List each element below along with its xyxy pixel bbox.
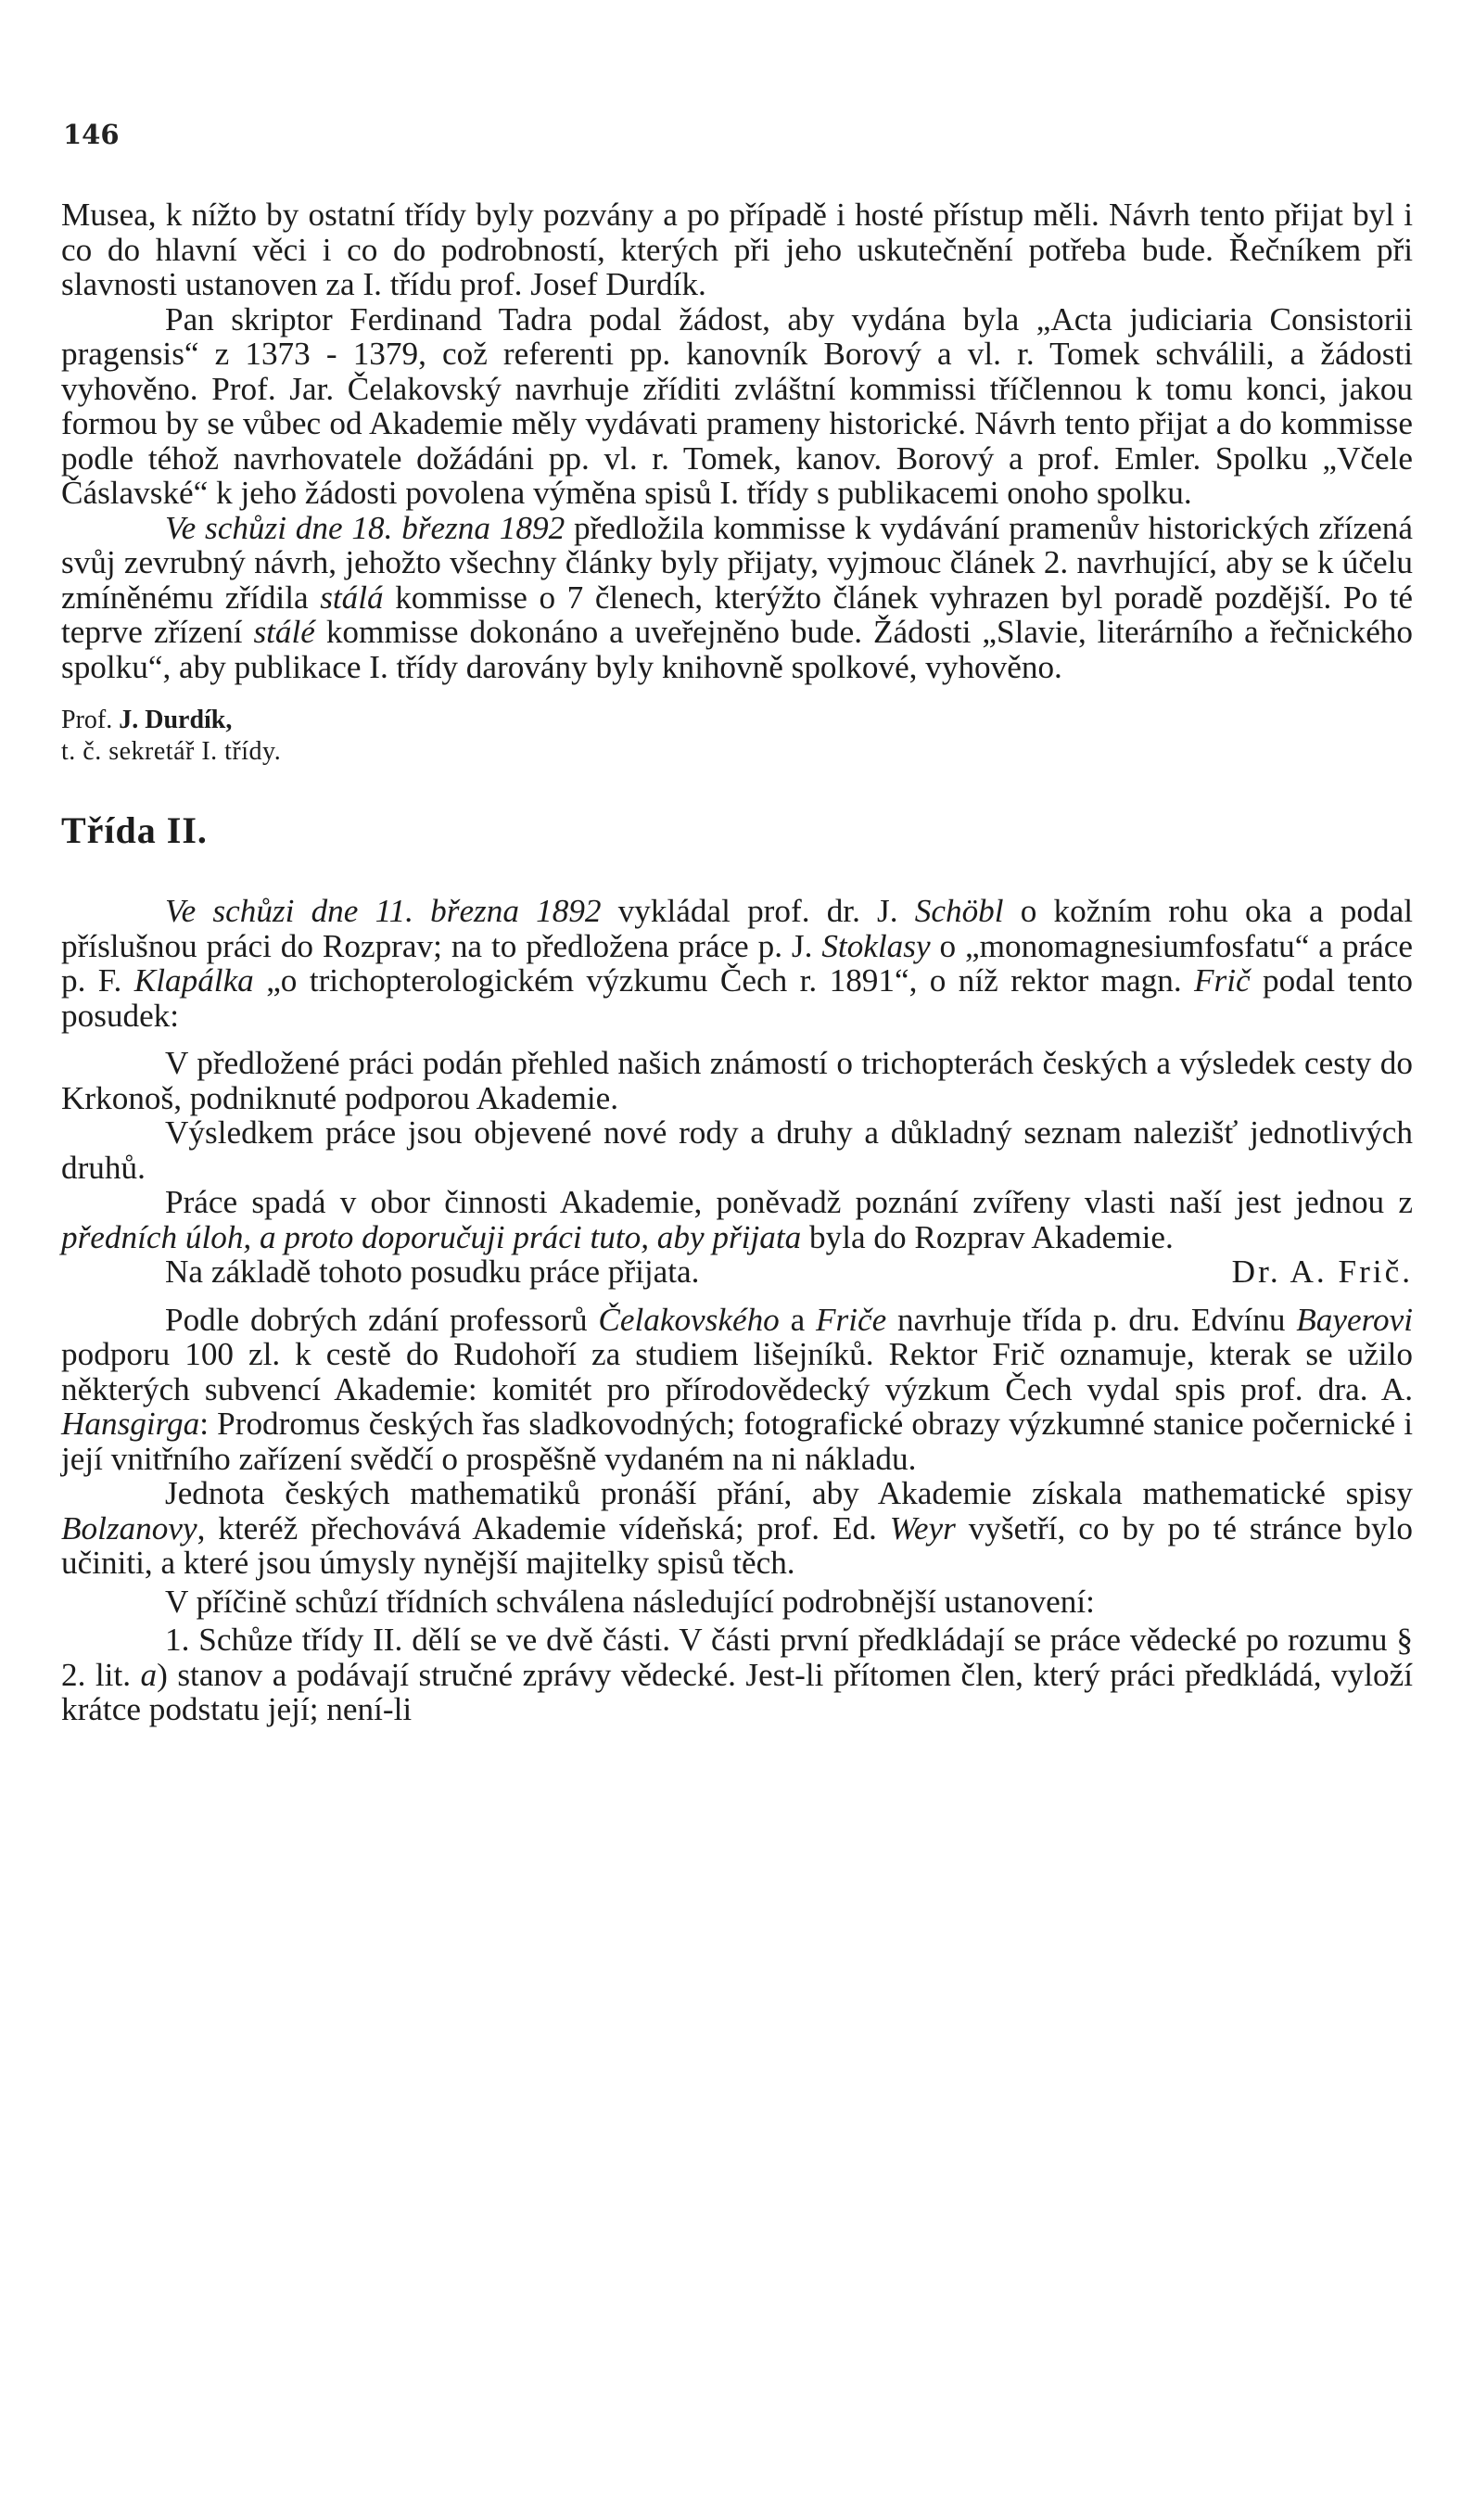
page-number: 146 (63, 119, 120, 150)
paragraph-text: vykládal prof. dr. J. (601, 893, 915, 929)
paragraph-text: 1. Schůze třídy II. dělí se ve dvě části. V části první předkládají se práce vědecké po rozumu § 2. lit. (61, 1622, 1413, 1693)
body-text (61, 197, 1413, 1727)
author-name: Friče (816, 1301, 887, 1338)
emphasis-word: stálá (320, 579, 384, 616)
paragraph-text: „o trichopterologickém výzkumu Čech r. 1891“, o níž rektor magn. (253, 962, 1195, 999)
author-name: Bolzanovy (61, 1509, 197, 1546)
review-quote (61, 1046, 1413, 1290)
paragraph-meeting-18-march (61, 511, 1413, 685)
review-emphasis: předních úloh, a proto doporučuji práci tuto, aby přijata (61, 1218, 802, 1255)
signature-title: t. č. sekretář I. třídy. (61, 737, 282, 766)
paragraph-text: o „monomagnesiumfosfatu“ a práce p. F. (61, 927, 1413, 999)
paragraph-provisions-intro: V příčině schůzí třídních schválena následující podrobnější ustanovení: (165, 1583, 1095, 1620)
paragraph-tadra: Pan skriptor Ferdinand Tadra podal žádost, aby vydána byla „Acta judiciaria Consistorii pragensis“ z 1373 - 1379, což referenti pp. kanovník Borový a vl. r. Tomek schválili, a žádosti vyhověno. Prof. Jar. Čelakovský navrhuje zříditi zvláštní kommissi tříčlennou k tomu konci, jakou formou by se vůbec od Akademie měly vydávati prameny historické. Návrh tento přijat a do kommisse podle téhož navrhovatele dožádáni pp. vl. r. Tomek, kanov. Borový a prof. Emler. Spolku „Včele Čáslavské“ k jeho žádosti povolena výměna spisů I. třídy s publikacemi onoho spolku. (61, 300, 1413, 511)
paragraph-provision-1 (61, 1623, 1413, 1727)
meeting-date-lead: Ve schůzi dne 18. března 1892 (165, 509, 565, 546)
paragraph-text: podporu 100 zl. k cestě do Rudohoří za studiem lišejníků. Rektor Frič oznamuje, kterak se užilo některých subvencí Akademie: komitét pro přírodovědecký výzkum Čech vydal spis prof. dra. A. (61, 1336, 1413, 1407)
review-paragraph: Výsledkem práce jsou objevené nové rody a druhy a důkladný seznam nalezišť jednotlivých druhů. (61, 1114, 1413, 1186)
author-name: Stoklasy (821, 927, 931, 964)
author-name: Hansgirga (61, 1406, 200, 1442)
paragraph-text: Jednota českých mathematiků pronáší přání, aby Akademie získala mathematické spisy (165, 1475, 1413, 1511)
emphasis-word: stálé (253, 614, 315, 650)
section-heading: Třída II. (61, 809, 208, 851)
paragraph-text: a (779, 1301, 816, 1338)
review-text: Práce spadá v obor činnosti Akademie, poněvadž poznání zvířeny vlasti naší jest jednou z (165, 1184, 1413, 1220)
paragraph-mathematicians (61, 1476, 1413, 1581)
emphasis-letter: a (140, 1656, 158, 1693)
paragraph-text: předložila kommisse k vydávání pramenův historických zřízená svůj zevrubný návrh, jehožto všechny články byly přijaty, vyjmouc článek 2. navrhující, aby se k účelu zmíněnému zřídila (61, 509, 1413, 616)
author-name: Bayerovi (1296, 1301, 1413, 1338)
paragraph-text: Podle dobrých zdání professorů (165, 1301, 599, 1338)
paragraph-text: : Prodromus českých řas sladkovodných; fotografické obrazy výzkumné stanice počernické i její vnitřního zařízení svědčí o prospěšně vydaném na ni nákladu. (61, 1406, 1413, 1477)
paragraph-text: kommisse o 7 členech, kterýžto článek vyhrazen byl poradě pozdější. Po té teprve zřízení (61, 579, 1414, 650)
author-name: Frič (1194, 962, 1251, 999)
paragraph-meeting-11-march (61, 894, 1413, 1033)
paragraph-text: kommisse dokonáno a uveřejněno bude. Žádosti „Slavie, literárního a řečnického spolku“, aby publikace I. třídy darovány byly knihovně spolkové, vyhověno. (61, 614, 1413, 685)
signature-name: J. Durdík, (119, 706, 233, 734)
paragraph-subsidies (61, 1303, 1413, 1477)
signature-durdik (61, 705, 1413, 768)
paragraph-text: vyšetří, co by po té stránce bylo učiniti, a které jsou úmysly nynější majitelky spisů těch. (61, 1509, 1413, 1581)
signature-prefix: Prof. (61, 706, 113, 734)
meeting-date-lead: Ve schůzi dne 11. března 1892 (165, 893, 602, 929)
review-conclusion: Na základě tohoto posudku práce přijata. (165, 1254, 700, 1290)
paragraph-text: ) stanov a podávají stručné zprávy vědecké. Jest-li přítomen člen, který práci předkládá, vyloží krátce podstatu její; není-li (61, 1656, 1413, 1727)
review-paragraph: V předložené práci podán přehled našich známostí o trichopterách českých a výsledek cesty do Krkonoš, podniknuté podporou Akademie. (61, 1045, 1413, 1116)
paragraph-museum: Musea, k nížto by ostatní třídy byly pozvány a po případě i hosté přístup měli. Návrh tento přijat byl i co do hlavní věci i co do podrobností, kterých při jeho uskutečnění potřeba bude. Řečníkem při slavnosti ustanoven za I. třídu prof. Josef Durdík. (61, 197, 1413, 302)
author-name: Klapálka (133, 962, 254, 999)
author-name: Čelakovského (598, 1301, 780, 1338)
review-text: byla do Rozprav Akademie. (801, 1218, 1174, 1255)
paragraph-text: , kteréž přechovává Akademie vídeňská; prof. Ed. (197, 1509, 890, 1546)
paragraph-text: navrhuje třída p. dru. Edvínu (886, 1301, 1297, 1338)
paragraph-text: podal tento posudek: (61, 962, 1413, 1034)
author-name: Schöbl (914, 893, 1004, 929)
paragraph-text: o kožním rohu oka a podal příslušnou práci do Rozprav; na to předložena práce p. J. (61, 893, 1413, 964)
review-signature: Dr. A. Frič. (1231, 1254, 1413, 1290)
author-name: Weyr (889, 1509, 956, 1546)
